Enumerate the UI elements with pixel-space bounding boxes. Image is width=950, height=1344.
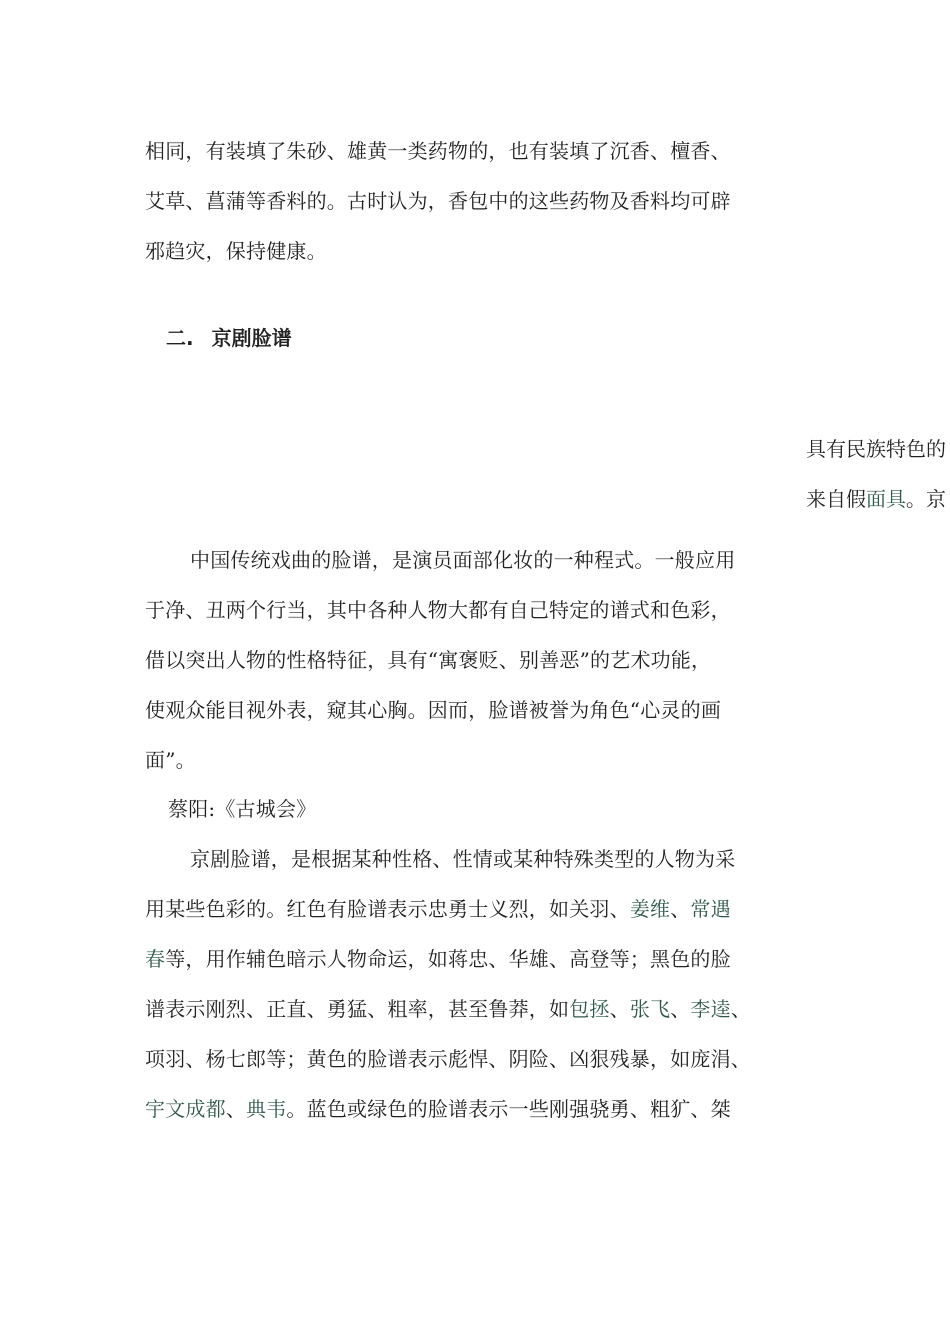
text-run: 用某些色彩的。红色有脸谱表示忠勇士义烈，如关羽、	[145, 897, 630, 921]
side-text-line	[806, 485, 946, 513]
link-likui[interactable]: 李逵	[690, 997, 731, 1021]
text-run: 、	[670, 897, 691, 921]
side-text-line: 具有民族特色的	[806, 437, 946, 461]
paragraph-line	[145, 895, 731, 923]
link-mask[interactable]: 面具	[866, 487, 906, 511]
paragraph-line	[145, 945, 731, 973]
link-changyuchun[interactable]: 常遇	[690, 897, 731, 921]
link-zhangfei[interactable]: 张飞	[629, 997, 671, 1021]
paragraph-line: 项羽、杨七郎等；黄色的脸谱表示彪悍、阴险、凶狠残暴，如庞涓、	[145, 1047, 751, 1071]
link-baozheng[interactable]: 包拯	[569, 997, 610, 1021]
paragraph-line: 京剧脸谱，是根据某种性格、性情或某种特殊类型的人物为采	[190, 847, 736, 871]
text-run: 、	[730, 997, 752, 1021]
section-number: 二.	[166, 326, 194, 350]
side-text: 来自假	[806, 487, 866, 511]
paragraph-line: 使观众能目视外表，窥其心胸。因而，脸谱被誉为角色“心灵的画	[145, 698, 722, 722]
link-dianwei[interactable]: 典韦	[246, 1097, 287, 1121]
text-run: 。蓝色或绿色的脸谱表示一些刚强骁勇、粗犷、桀	[286, 1097, 731, 1121]
text-run: 、	[670, 997, 691, 1021]
text-run: 、	[609, 997, 630, 1021]
paragraph-line: 于净、丑两个行当，其中各种人物大都有自己特定的谱式和色彩，	[145, 598, 731, 622]
text-run: 、	[225, 1097, 247, 1121]
paragraph-line: 中国传统戏曲的脸谱，是演员面部化妆的一种程式。一般应用	[190, 548, 736, 572]
paragraph-line: 借以突出人物的性格特征，具有“寓褒贬、别善恶”的艺术功能，	[145, 648, 712, 672]
section-heading	[166, 324, 292, 352]
side-text: 。京	[906, 487, 946, 511]
paragraph-line: 相同，有装填了朱砂、雄黄一类药物的，也有装填了沉香、檀香、	[145, 139, 731, 163]
paragraph-line	[145, 1095, 731, 1123]
paragraph-line	[145, 995, 751, 1023]
paragraph-line: 邪趋灾，保持健康。	[145, 239, 327, 263]
section-title: 京剧脸谱	[211, 326, 292, 350]
text-run: 等，用作辅色暗示人物命运，如蒋忠、华雄、高登等；黑色的脸	[165, 947, 731, 971]
link-yuwenchengdu[interactable]: 宇文成都	[145, 1097, 226, 1121]
paragraph-line: 面”。	[145, 748, 196, 772]
text-run: 谱表示刚烈、正直、勇猛、粗率，甚至鲁莽，如	[145, 997, 570, 1021]
image-caption: 蔡阳:《古城会》	[168, 797, 317, 821]
paragraph-line: 艾草、菖蒲等香料的。古时认为，香包中的这些药物及香料均可辟	[145, 189, 731, 213]
link-changyuchun-cont[interactable]: 春	[145, 947, 166, 971]
link-jiangwei[interactable]: 姜维	[629, 897, 671, 921]
